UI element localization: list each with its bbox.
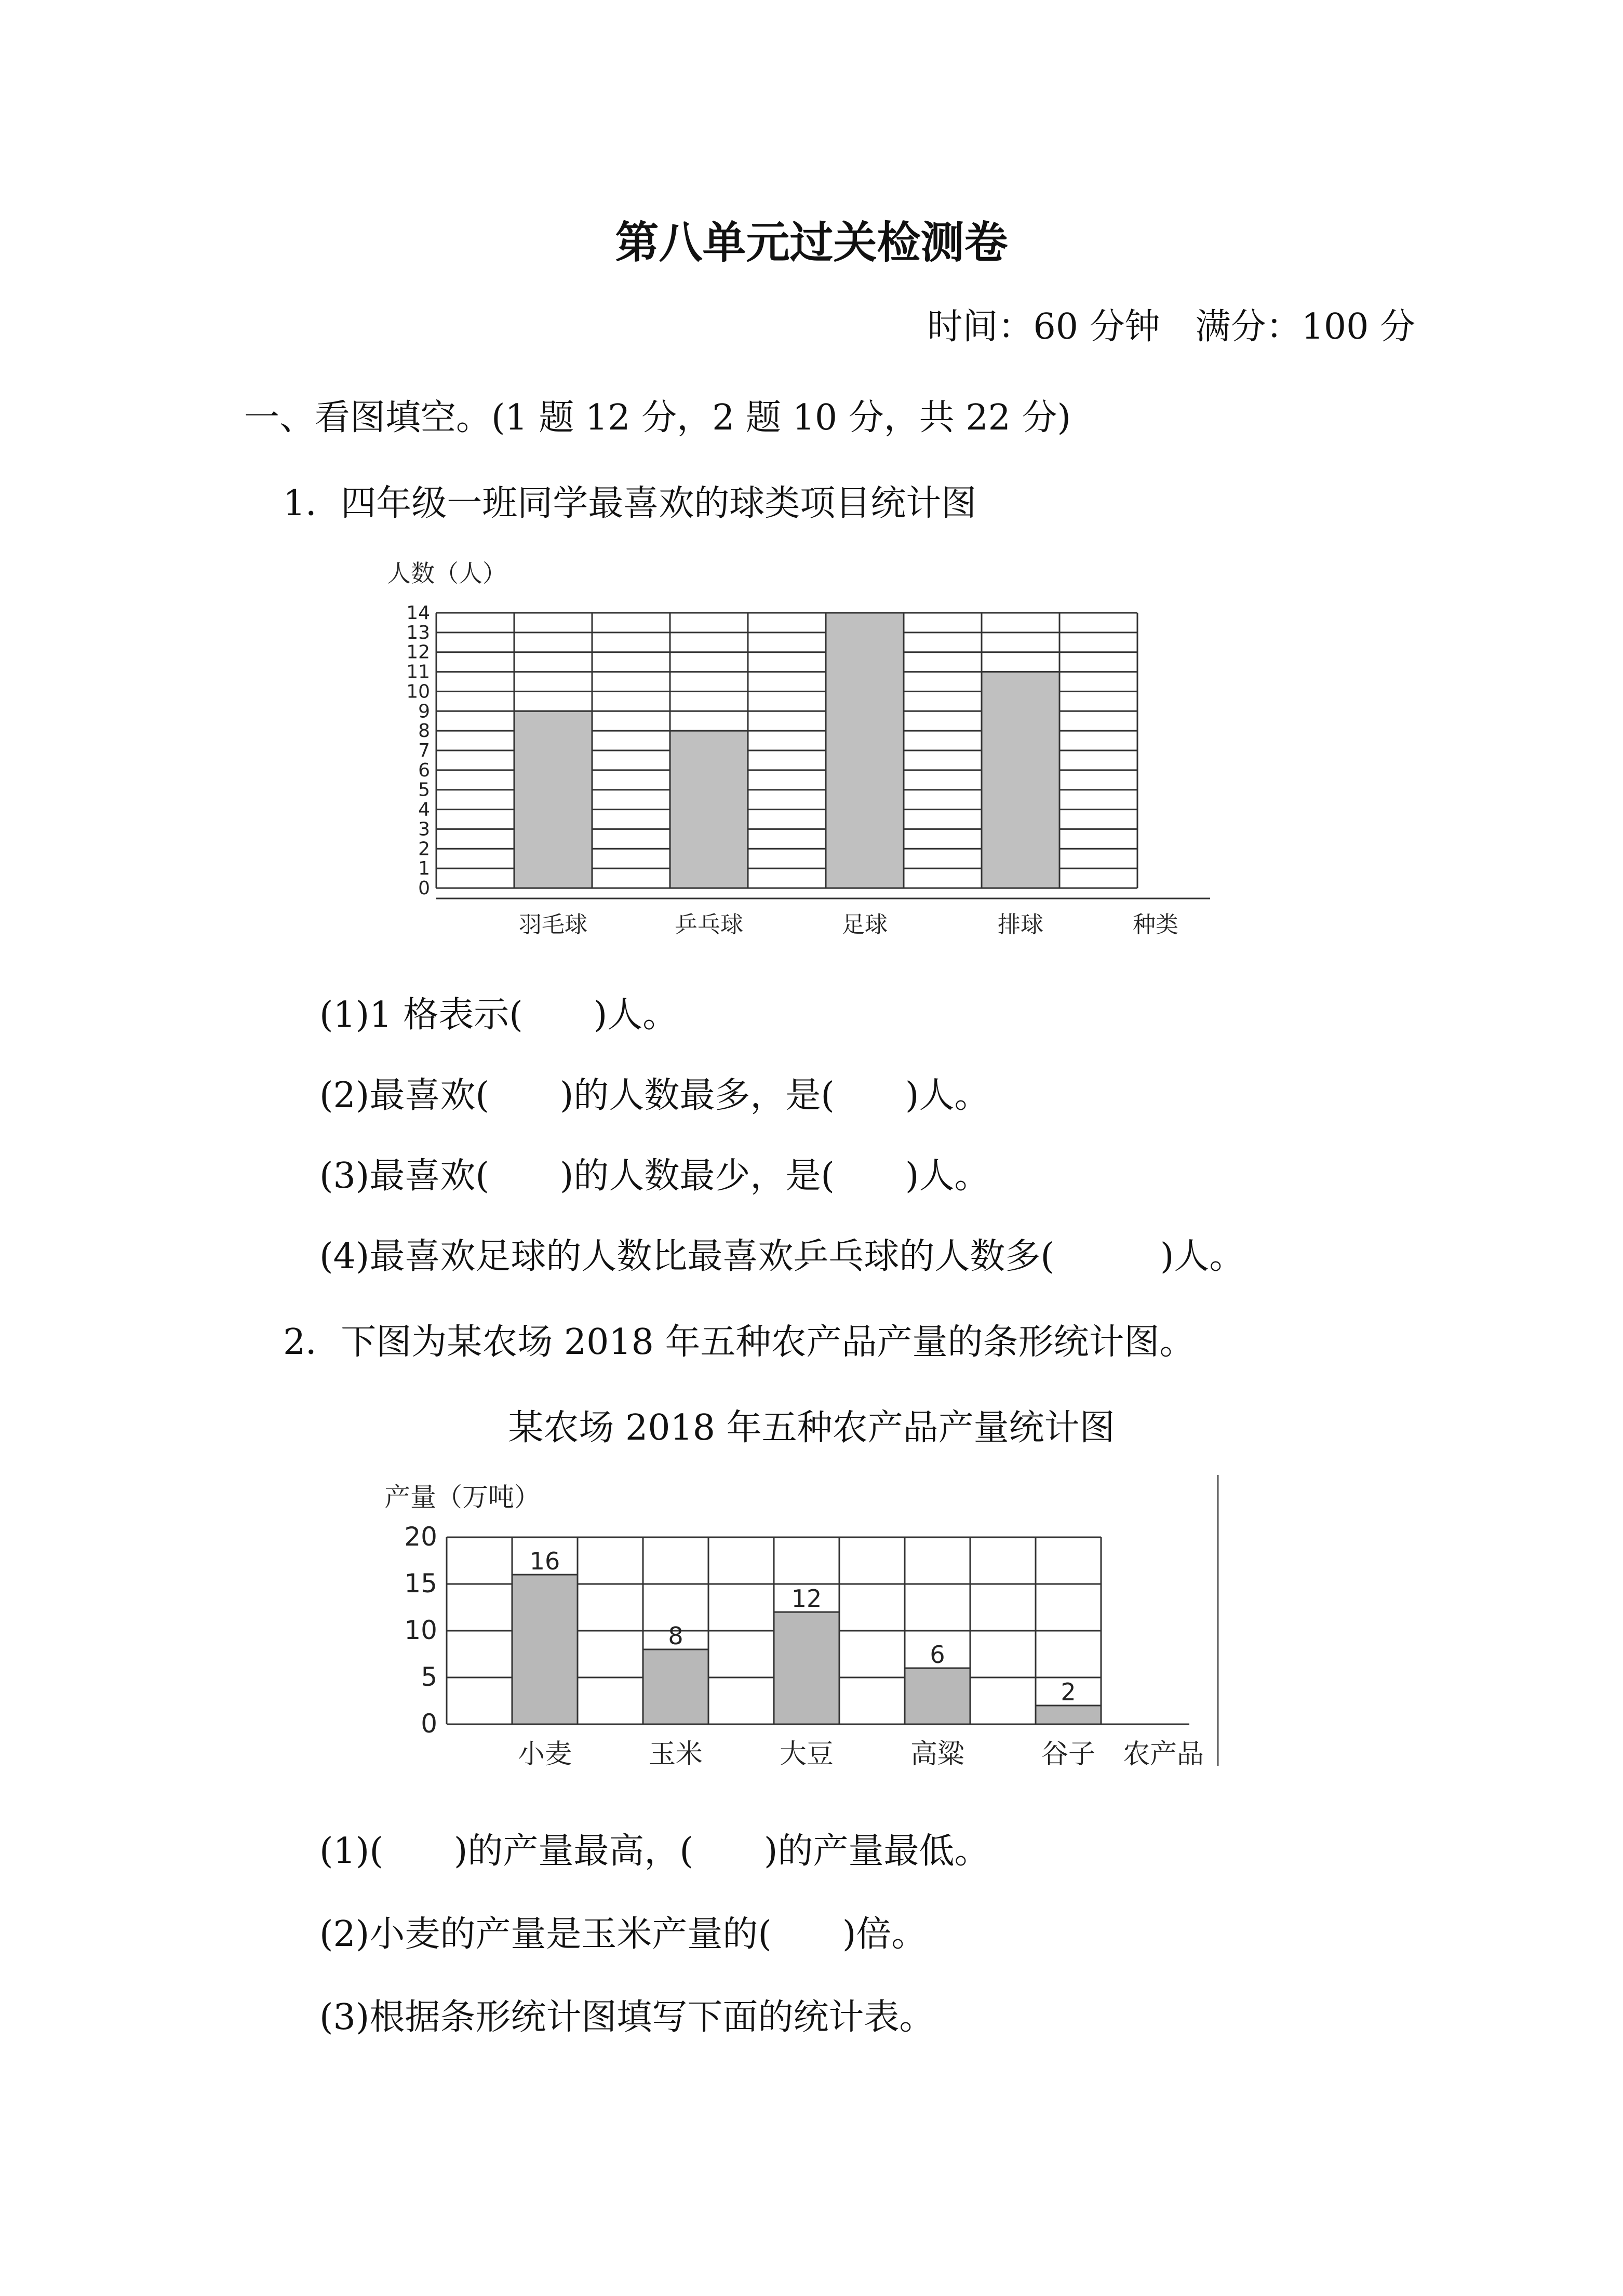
y-tick-label: 6 [418,759,430,781]
y-tick-label: 14 [406,602,430,624]
bar-谷子 [1036,1706,1101,1724]
y-tick-label: 13 [406,622,430,643]
x-tick-label: 谷子 [1041,1739,1096,1770]
q2-item-1: (1)( )的产量最高，( )的产量最低。 [319,1831,990,1872]
y-tick-label: 0 [421,1709,437,1739]
chart-farm-produce [379,1475,1262,1787]
bar-高粱 [905,1668,970,1724]
x-tick-label: 足球 [842,911,888,938]
data-label: 16 [529,1547,560,1575]
q2-item-2: (2)小麦的产量是玉米产量的( )倍。 [319,1914,927,1955]
x-tick-label: 羽毛球 [519,911,587,938]
bar-羽毛球 [514,711,592,888]
chart2-xlabel: 农产品 [1122,1739,1204,1770]
bar-乒乓球 [670,731,748,888]
page-title: 第八单元过关检测卷 [615,217,1008,268]
y-tick-label: 11 [406,661,430,683]
x-tick-label: 大豆 [779,1739,834,1770]
y-tick-label: 5 [418,779,430,801]
q2-item-3: (3)根据条形统计图填写下面的统计表。 [319,1997,935,2038]
data-label: 12 [791,1585,822,1613]
y-tick-label: 0 [418,878,430,899]
y-tick-label: 10 [404,1615,437,1645]
y-tick-label: 3 [418,818,430,840]
y-tick-label: 15 [404,1568,437,1599]
y-tick-label: 8 [418,720,430,742]
chart2-title: 某农场 2018 年五种农产品产量统计图 [508,1407,1115,1448]
bar-玉米 [643,1649,708,1724]
y-tick-label: 1 [418,858,430,880]
y-tick-label: 2 [418,838,430,860]
section-heading: 一、看图填空。(1 题 12 分，2 题 10 分，共 22 分) [244,397,1071,438]
q1-item-1: (1)1 格表示( )人。 [319,995,678,1036]
q1-item-3: (3)最喜欢( )的人数最少，是( )人。 [319,1156,990,1197]
q1-item-2: (2)最喜欢( )的人数最多，是( )人。 [319,1075,990,1116]
q1-item-4: (4)最喜欢足球的人数比最喜欢乒乓球的人数多( )人。 [319,1236,1245,1277]
y-tick-label: 7 [418,740,430,761]
chart2-ylabel: 产量（万吨） [384,1482,540,1512]
y-tick-label: 5 [421,1662,437,1692]
q1-heading: 1．四年级一班同学最喜欢的球类项目统计图 [283,483,977,524]
chart-ball-sports [384,550,1236,945]
bar-大豆 [774,1612,839,1724]
data-label: 8 [668,1622,683,1650]
bar-排球 [982,672,1059,888]
bar-足球 [826,613,904,888]
data-label: 6 [930,1641,945,1669]
chart1-xlabel: 种类 [1133,911,1178,938]
x-tick-label: 玉米 [648,1739,703,1770]
y-tick-label: 4 [418,799,430,821]
x-tick-label: 高粱 [910,1739,965,1770]
exam-meta: 时间：60 分钟 满分：100 分 [927,306,1415,347]
y-tick-label: 9 [418,701,430,722]
x-tick-label: 乒乓球 [675,911,743,938]
data-label: 2 [1061,1678,1076,1706]
y-tick-label: 20 [404,1522,437,1552]
y-tick-label: 12 [406,641,430,663]
bar-小麦 [512,1575,578,1724]
x-tick-label: 小麦 [517,1739,572,1770]
x-tick-label: 排球 [998,911,1043,938]
chart1-ylabel: 人数（人） [387,559,506,587]
y-tick-label: 10 [406,681,430,703]
q2-heading: 2．下图为某农场 2018 年五种农产品产量的条形统计图。 [283,1322,1195,1363]
